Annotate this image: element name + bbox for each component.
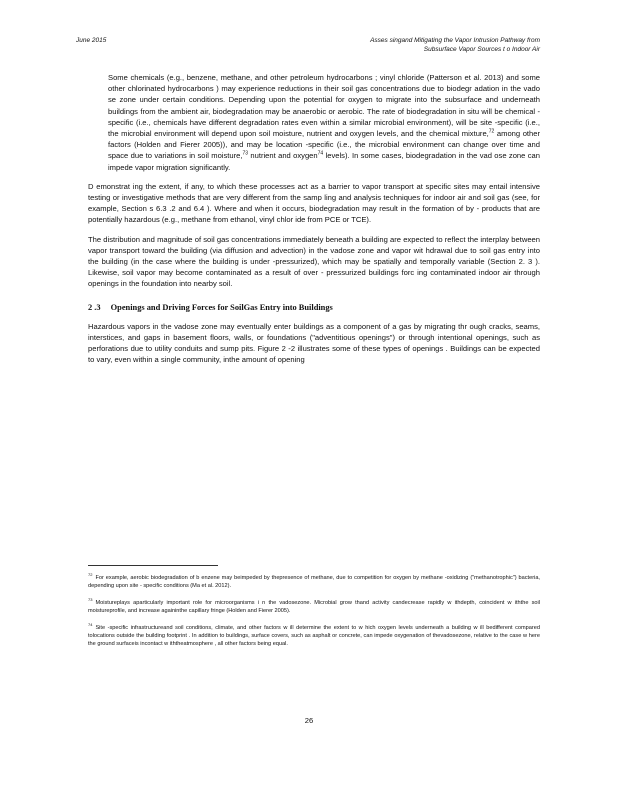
section-heading [88,302,540,313]
footnotes [88,574,540,657]
footnote-number: 74 [88,621,93,627]
footnote-73 [88,596,540,616]
footnote-text: For example, aerobic biodegradation of b enzene may beimpeded by thepresence of methane, due to competition for oxygen by methane -oxidizing ("methanotrophic") bacteria, depending upon site - specific conditions (Ma et al. 2012). [88,575,540,590]
footnote-72 [88,574,540,591]
footnote-number: 72 [88,572,93,578]
bullet-text-3: nutrient and oxygen [248,151,318,161]
paragraph-distribution: The distribution and magnitude of soil gas concentrations immediately beneath a building are expected to reflect the interplay between vapor transport toward the building (via diffusion and advection) in the vadose zone and vapor wit hdrawal due to soil gas entry into the building (in the case where the building is under -pressurized), which may be spatially and temporally variable (Section 2. 3 ). Likewise, soil vapor may become contaminated as a result of over - pressurized buildings forc ing contaminated indoor air through openings in the foundation into nearby soil. [88,234,540,289]
footnote-divider [88,565,218,566]
paragraph-biodegradation: D emonstrat ing the extent, if any, to which these processes act as a barrier to vapor transport at specific sites may entail intensive testing or investigative methods that are very different from the samp ling and analysis techniques for indoor air and soil gas (see, for example, Section s 6.3 .2 and 6.4 ). Where and when it occurs, biodegradation may result in the formation of by - products that are potentially hazardous (e.g., methane from ethanol, vinyl chlor ide from PCE or TCE). [88,181,540,225]
header-title-line1: Asses singand Mitigating the Vapor Intrusion Pathway from [370,37,540,44]
footnote-number: 73 [88,596,93,602]
footnote-text: Site -specific infrastructureand soil conditions, climate, and other factors w ill determine the extent to w hich oxygen levels underneath a building w ill bedifferent compared tolocations outside the building footprint . In addition to buildings, surface covers, such as asphalt or concrete, can impede oxygenation of thevadosezone, relative to the case w here the ground surfaceis incontact w iththeatmosphere , all other factors being equal. [88,624,540,648]
section-number: 2 .3 [88,302,101,312]
header-title-line2: Subsurface Vapor Sources t o Indoor Air [423,46,540,53]
paragraph-hazardous-vapors: Hazardous vapors in the vadose zone may eventually enter buildings as a component of a gas by migrating thr ough cracks, seams, interstices, and gaps in basement floors, walls, or foundations ("adventitious openings") or through intentional openings, such as perforations due to utility conduits and sump pits. Figure 2 -2 illustrates some of these types of openings . Buildings can be expected to vary, even within a single community, inthe amount of opening [88,321,540,365]
footnote-ref-74[interactable]: 74 [317,150,324,157]
footnote-ref-73[interactable]: 73 [242,150,249,157]
page-number: 26 [304,716,314,725]
section-title: Openings and Driving Forces for SoilGas Entry into Buildings [110,302,333,312]
bullet-paragraph [88,72,540,173]
header-date: June 2015 [76,37,107,44]
footnote-74 [88,621,540,649]
footnote-ref-72[interactable]: 72 [488,128,495,135]
document-body [88,72,540,374]
footnote-text: Moistureplays aparticularly important role for microorganisms i n the vadosezone. Microbial grow thand activity candecrease rapidly w ithdepth, coincident w iththe soil moistureprofile, and increase againinthe capillary fringe (Holden and Fierer 2005). [88,599,540,615]
bullet-text-2: among other factors (Holden and Fierer 2005)), and may be location -specific (i.e., the microbial environment can change over time and space due to variations in soil moisture, [108,129,540,161]
bullet-text-4: levels). In some cases, biodegradation in the vad ose zone can impede vapor migration significantly. [108,151,540,172]
header-title [370,36,540,54]
bullet-text: Some chemicals (e.g., benzene, methane, and other petroleum hydrocarbons ; vinyl chloride (Patterson et al. 2013) and some other chlorinated hydrocarbons ) may experience reductions in their soil gas concentrations due to biodegr adation in the vado se zone under certain conditions. Depending upon the potential for oxygen to migrate into the subsurface and underneath buildings from the ambient air, biodegradation may be anaerobic or aerobic. The rate of biodegradation in situ will be chemical -specific (i.e., chemicals have different degradation rates even within a similar microbial environment), will be site -specific (i.e., the microbial environment will depend upon soil moisture, nutrient and oxygen levels, and the chemical mixture, [108,73,540,139]
